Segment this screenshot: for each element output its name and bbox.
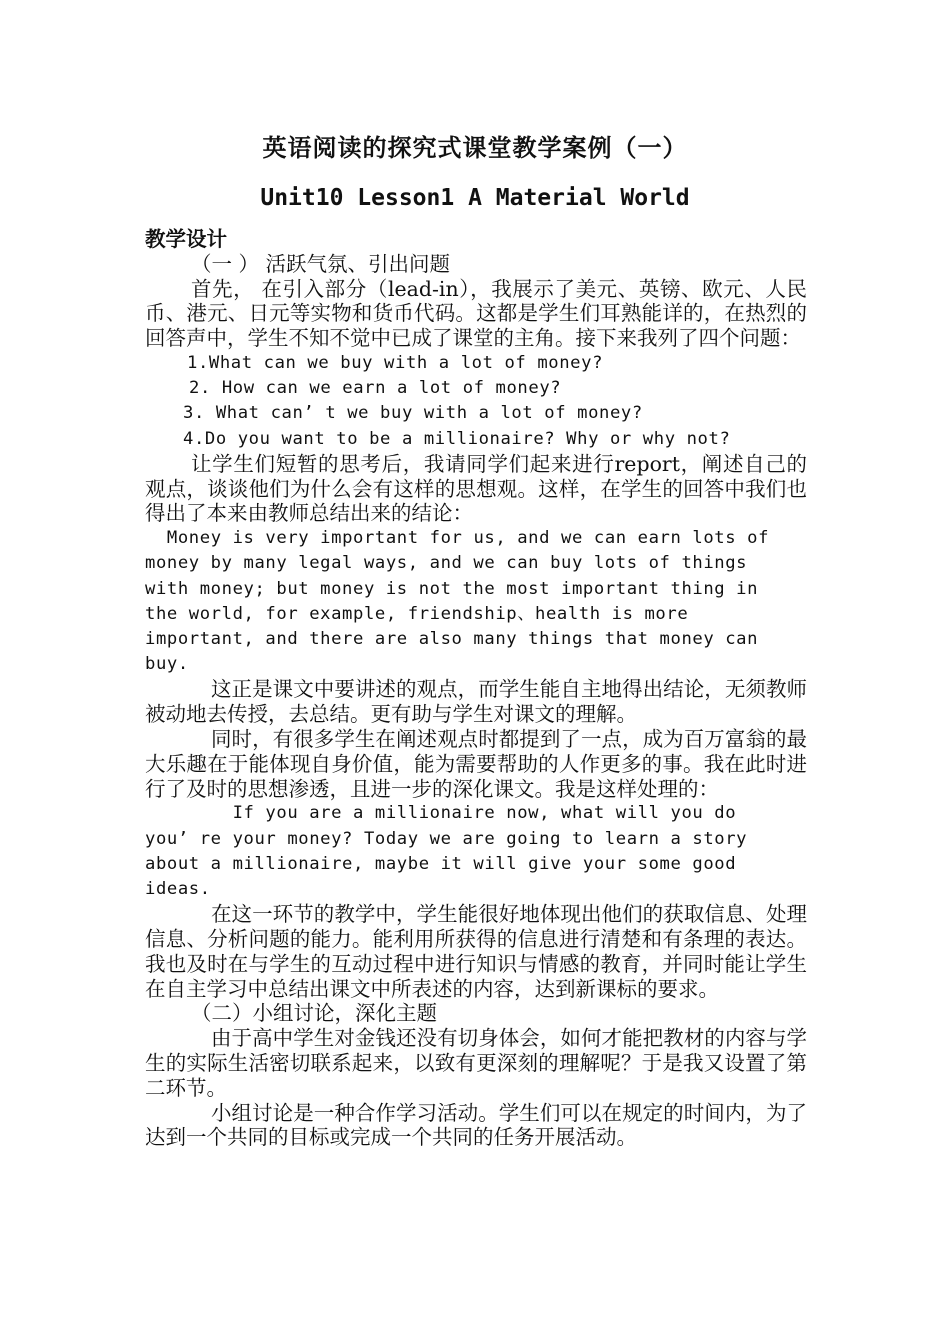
paragraph-millionaire: 同时，有很多学生在阐述观点时都提到了一点，成为百万富翁的最大乐趣在于能体现自身价值，能为需要帮助的人作更多的事。我在此时进行了及时的思想渗透，且进一步的深化课文。我是这样处理的： — [145, 727, 807, 801]
part1-heading: （一 ） 活跃气氛、引出问题 — [191, 251, 451, 276]
document-body — [145, 227, 807, 1150]
paragraph-group-discussion: 小组讨论是一种合作学习活动。学生们可以在规定的时间内，为了达到一个共同的目标或完成一个共同的任务开展活动。 — [145, 1100, 807, 1150]
lesson-title: Unit10 Lesson1 A Material World — [260, 185, 690, 211]
section-heading: 教学设计 — [145, 227, 227, 251]
paragraph-second-stage: 由于高中学生对金钱还没有切身体会，如何才能把教材的内容与学生的实际生活密切联系起来，以致有更深刻的理解呢？于是我又设置了第二环节。 — [145, 1026, 807, 1100]
document-title: 英语阅读的探究式课堂教学案例（一） — [262, 134, 688, 162]
paragraph-viewpoint: 这正是课文中要讲述的观点，而学生能自主地得出结论，无须教师被动地去传授，去总结。更有助与学生对课文的理解。 — [145, 677, 807, 727]
question-item-4: 4.Do you want to be a millionaire? Why or why not? — [183, 428, 731, 449]
english-conclusion: Money is very important for us, and we can earn lots of money by many legal ways, and we can buy lots of things with money; but money is not the most important thing in the world, for example, friendship、health is more important, and there are also many things that money can buy. — [145, 528, 770, 675]
english-story-intro: If you are a millionaire now, what will you do you’ re your money? Today we are going to learn a story about a millionaire, maybe it will give your some good ideas. — [145, 803, 748, 899]
paragraph-report: 让学生们短暂的思考后，我请同学们起来进行report，阐述自己的观点，谈谈他们为什么会有这样的思想观。这样，在学生的回答中我们也得出了本来由教师总结出来的结论： — [145, 451, 807, 526]
question-item-3: 3. What can’ t we buy with a lot of money? — [183, 403, 643, 424]
paragraph-ability: 在这一环节的教学中，学生能很好地体现出他们的获取信息、处理信息、分析问题的能力。能利用所获得的信息进行清楚和有条理的表达。我也及时在与学生的互动过程中进行知识与情感的教育，并同时能让学生在自主学习中总结出课文中所表述的内容，达到新课标的要求。 — [145, 902, 807, 1001]
part2-heading: （二）小组讨论，深化主题 — [191, 1001, 437, 1026]
question-item-2: 2. How can we earn a lot of money? — [189, 378, 562, 399]
paragraph-intro: 首先， 在引入部分（lead-in），我展示了美元、英镑、欧元、人民币、港元、日元等实物和货币代码。这都是学生们耳熟能详的，在热烈的回答声中，学生不知不觉中已成了课堂的主角。接下来我列了四个问题： — [145, 276, 807, 351]
question-item-1: 1.What can we buy with a lot of money? — [187, 352, 604, 373]
